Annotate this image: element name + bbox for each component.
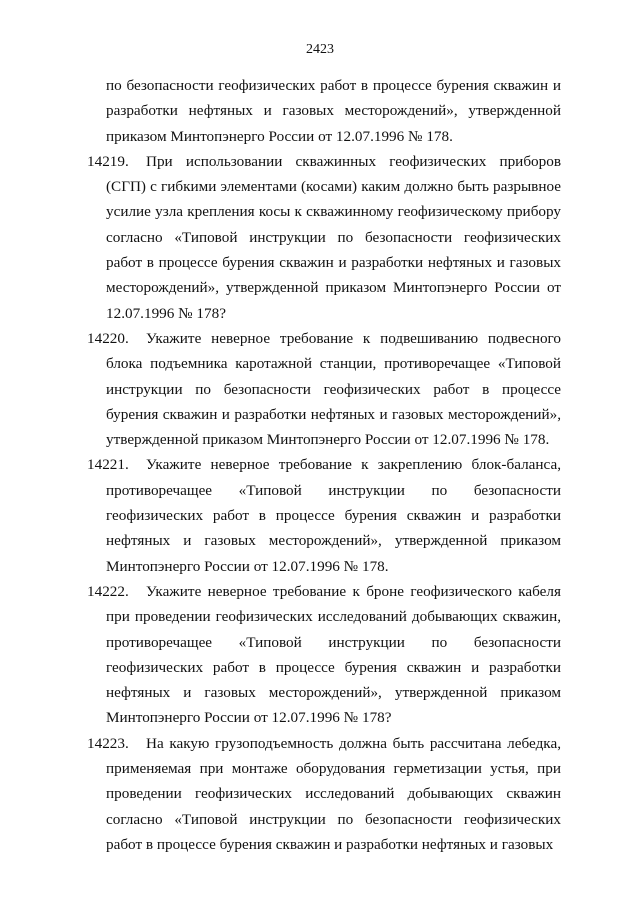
page-number: 2423 [306,42,334,57]
question-text: Укажите неверное требование к броне геофизического кабеля при проведении геофизических исследований добывающих скважин, противоречащее «Типовой инструкции по безопасности геофизических работ в процессе бурения скважин и разработки нефтяных и газовых месторождений», утвержденной приказом Минтопэнерго России от 12.07.1996 № 178? [106,582,561,727]
question-item [87,326,561,452]
question-text: На какую грузоподъемность должна быть рассчитана лебедка, применяемая при монтаже оборудования герметизации устья, при проведении геофизических исследований добывающих скважин согласно «Типовой инструкции по безопасности геофизических работ в процессе бурения скважин и разработки нефтяных и газовых [106,734,561,853]
question-number: 14222. [87,582,129,600]
question-item [87,579,561,731]
question-number: 14219. [87,152,129,170]
question-item [87,452,561,578]
question-item [87,149,561,326]
question-item [87,731,561,857]
question-text: Укажите неверное требование к подвешиванию подвесного блока подъемника каротажной станции, противоречащее «Типовой инструкции по безопасности геофизических работ в процессе бурения скважин и разработки нефтяных и газовых месторождений», утвержденной приказом Минтопэнерго России от 12.07.1996 № 178. [106,329,561,449]
question-text: Укажите неверное требование к закреплению блок-баланса, противоречащее «Типовой инструкции по безопасности геофизических работ в процессе бурения скважин и разработки нефтяных и газовых месторождений», утвержденной приказом Минтопэнерго России от 12.07.1996 № 178. [106,456,561,575]
question-number: 14220. [87,329,129,347]
question-number: 14223. [87,734,129,752]
continuation-paragraph: по безопасности геофизических работ в процессе бурения скважин и разработки нефтяных и газовых месторождений», утвержденной приказом Минтопэнерго России от 12.07.1996 № 178. [106,77,561,145]
question-text: При использовании скважинных геофизических приборов (СГП) с гибкими элементами (косами) каким должно быть разрывное усилие узла крепления косы к скважинному геофизическому прибору согласно «Типовой инструкции по безопасности геофизических работ в процессе бурения скважин и разработки нефтяных и газовых месторождений», утвержденной приказом Минтопэнерго России от 12.07.1996 № 178? [106,152,561,322]
question-number: 14221. [87,456,129,474]
document-body [87,73,561,857]
